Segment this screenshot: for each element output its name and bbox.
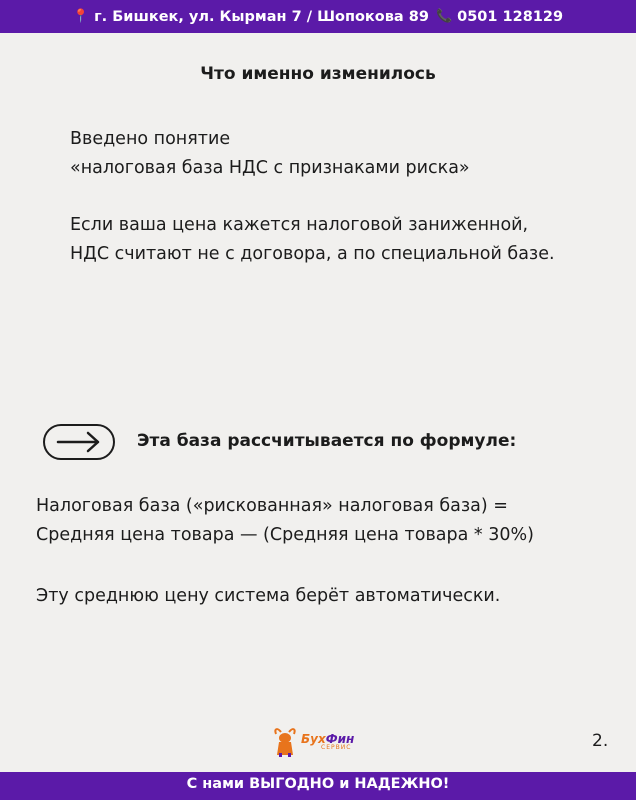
- intro-text: [70, 125, 470, 183]
- header-phone[interactable]: 0501 128129: [457, 8, 564, 25]
- location-pin-icon: 📍: [72, 9, 90, 24]
- logo-name: БухФин: [301, 732, 355, 746]
- formula-line-2: Средняя цена товара — (Средняя цена товара * 30%): [36, 525, 534, 545]
- arrow-right-icon: [54, 430, 104, 454]
- explanation-line-1: Если ваша цена кажется налоговой заниженной,: [70, 215, 529, 235]
- page-title: Что именно изменилось: [200, 64, 436, 84]
- phone-icon: 📞: [435, 9, 453, 24]
- footer-slogan: С нами ВЫГОДНО и НАДЕЖНО!: [186, 776, 450, 792]
- explanation-line-2: НДС считают не с договора, а по специальной базе.: [70, 244, 555, 264]
- formula-text: [36, 492, 534, 550]
- intro-line-2: «налоговая база НДС с признаками риска»: [70, 158, 470, 178]
- formula-title: Эта база рассчитывается по формуле:: [137, 431, 517, 451]
- header-bar: [0, 0, 636, 33]
- brand-logo: [272, 722, 372, 762]
- footer-bar: [0, 772, 636, 800]
- formula-line-1: Налоговая база («рискованная» налоговая база) =: [36, 496, 508, 516]
- explanation-text: [70, 211, 555, 269]
- header-address: г. Бишкек, ул. Кырман 7 / Шопокова 89: [94, 8, 429, 25]
- page-number: 2.: [592, 731, 609, 751]
- arrow-button[interactable]: [43, 424, 115, 460]
- logo-subtitle: СЕРВИС: [321, 744, 352, 751]
- goat-logo-icon: [272, 726, 298, 758]
- note-text: Эту среднюю цену система берёт автоматически.: [36, 586, 501, 606]
- intro-line-1: Введено понятие: [70, 129, 231, 149]
